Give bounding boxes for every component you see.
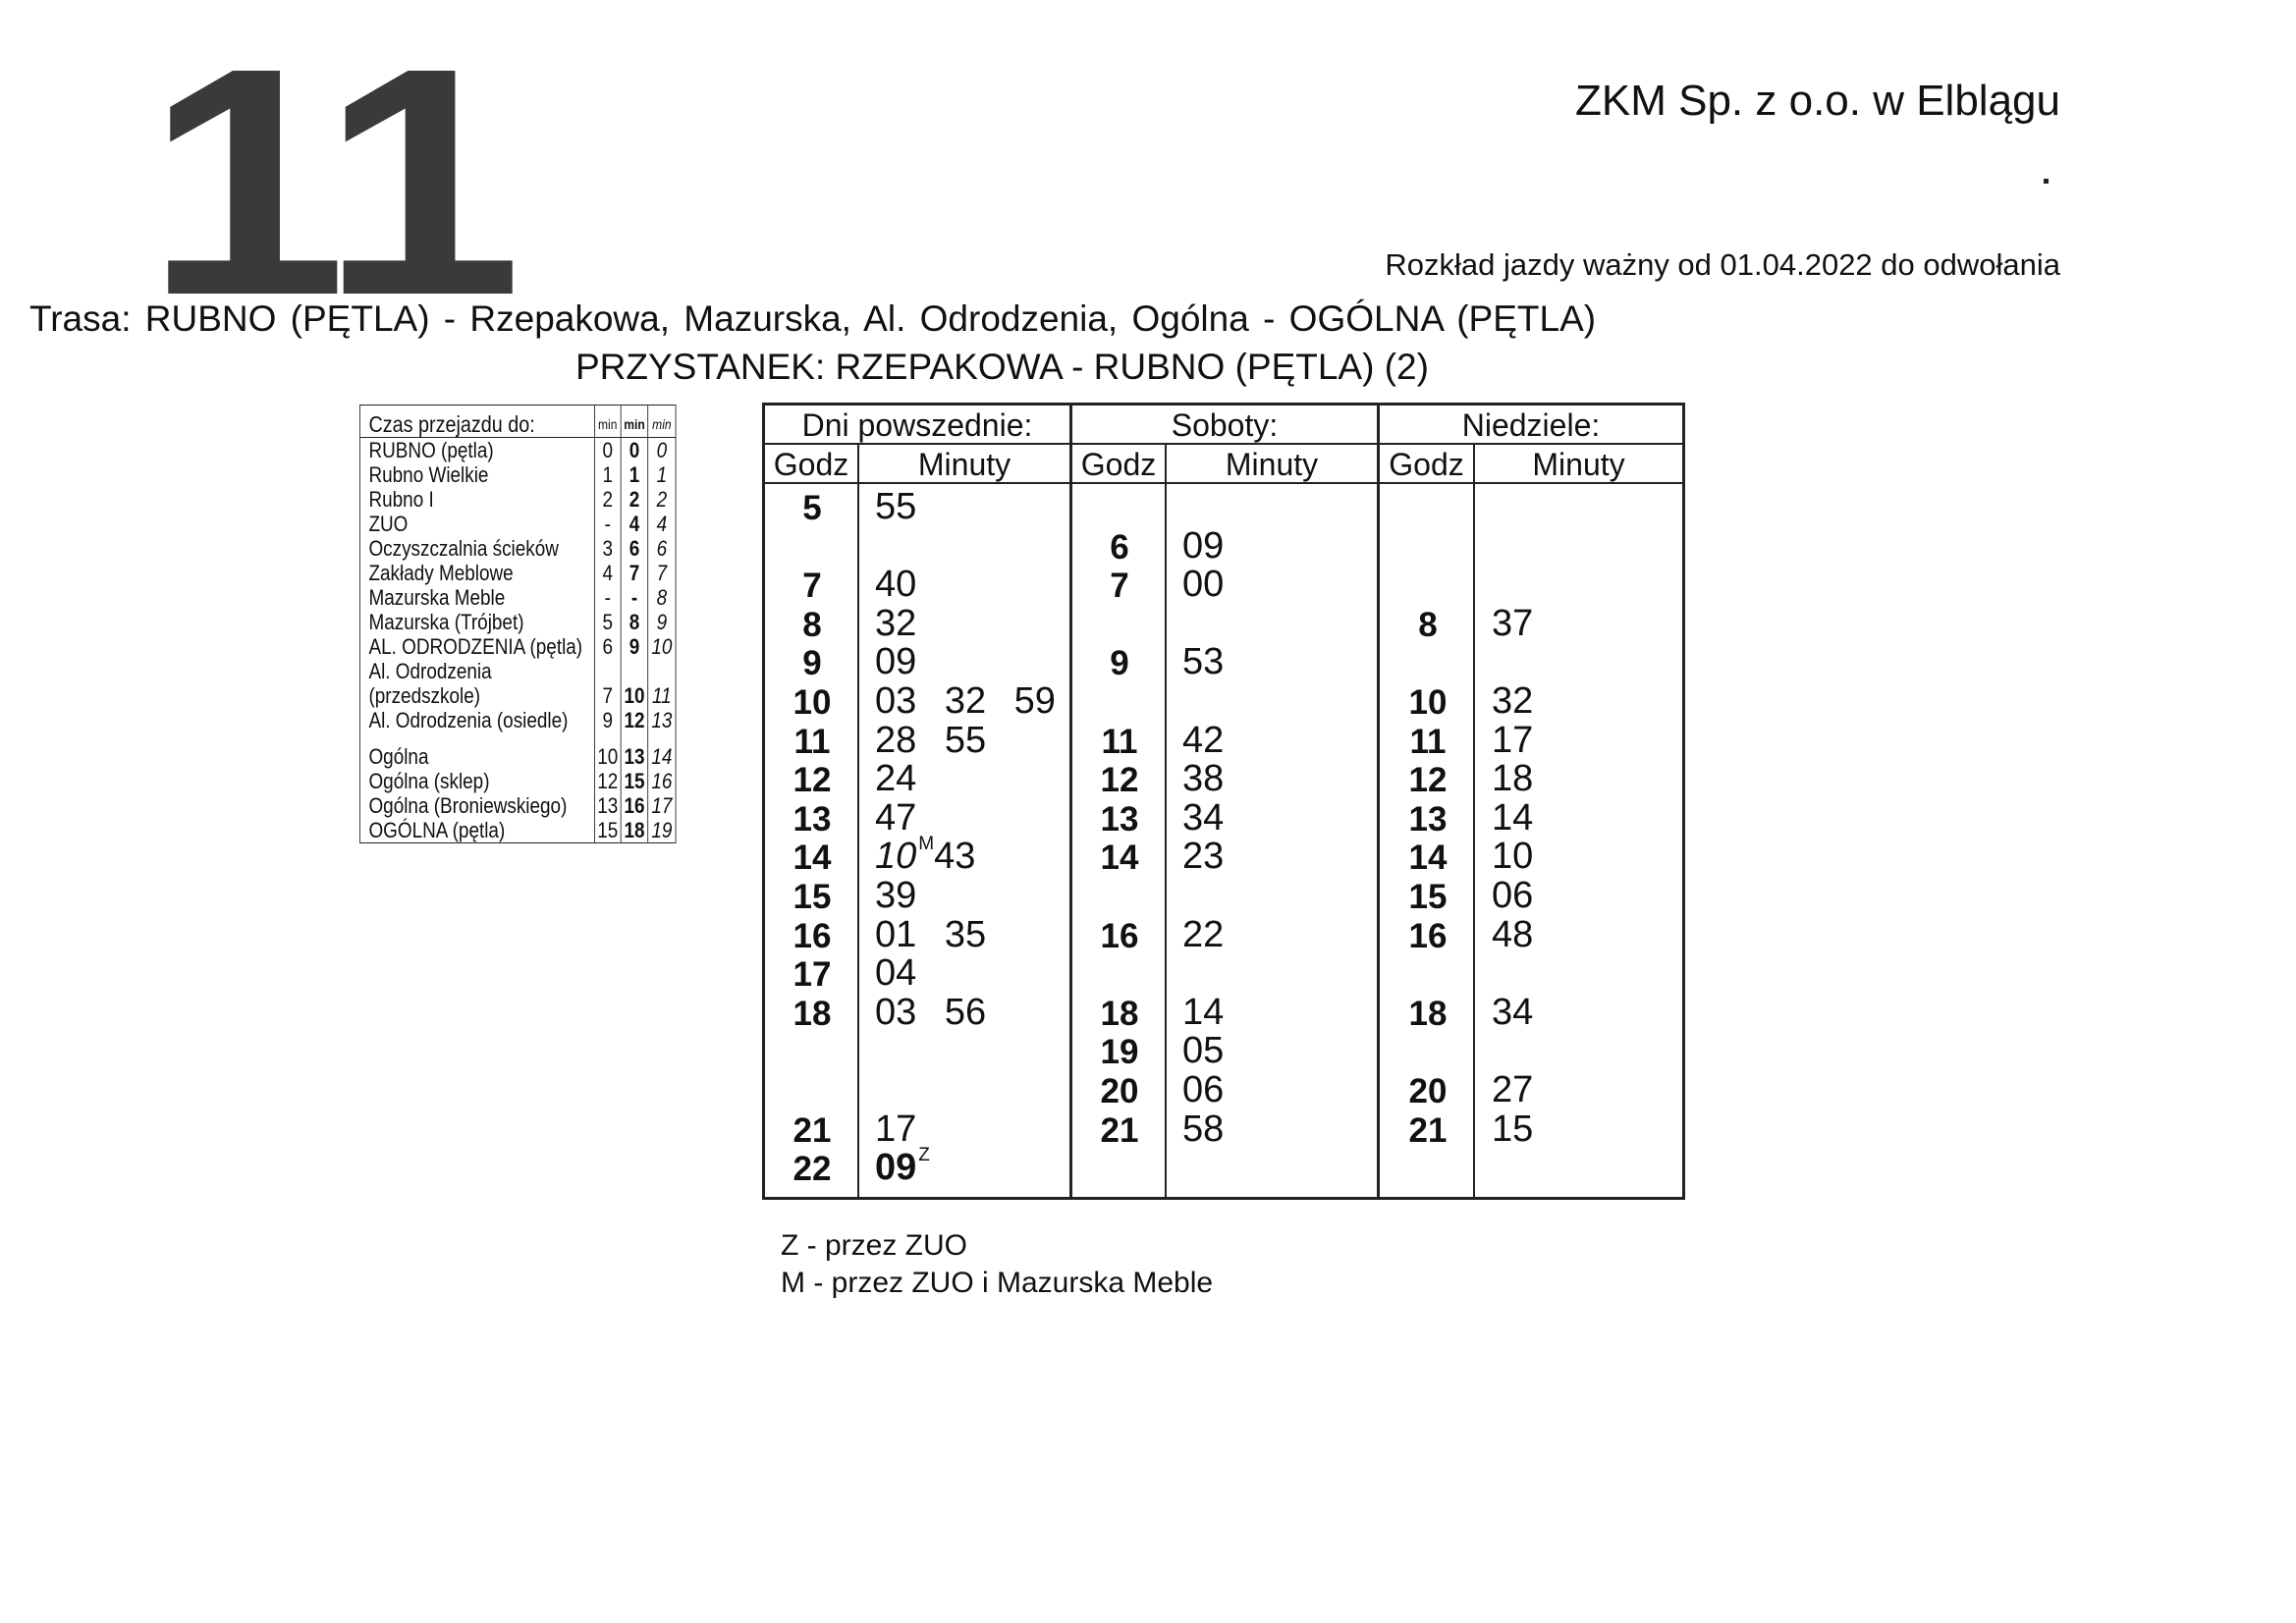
minutes-value: 38 (1182, 758, 1225, 800)
minutes-value: 10 (1492, 836, 1534, 878)
travel-time-row (359, 585, 676, 610)
departure-hour: 16 (793, 916, 832, 955)
time-cell: 4 (594, 561, 621, 585)
minutes-value: 24 (875, 758, 917, 800)
time-cell: 15 (594, 818, 621, 843)
travel-time-title: Czas przejazdu do: (359, 406, 594, 438)
minutes-value: 22 (1182, 913, 1225, 955)
time-cell: 8 (648, 585, 676, 610)
departure-minutes (875, 1109, 916, 1151)
departure-hour: 16 (1408, 916, 1448, 955)
stop-name-cell: Zakłady Meblowe (368, 561, 514, 585)
departure-hour: 15 (793, 878, 832, 916)
time-cell (621, 659, 647, 683)
departure-minutes (1182, 1109, 1224, 1151)
time-cell: 7 (594, 683, 621, 708)
departure-hour: 21 (1100, 1110, 1139, 1150)
minutes-value: 05 (1182, 1030, 1225, 1072)
time-cell: 8 (621, 610, 647, 634)
departure-minutes (1182, 1030, 1224, 1072)
departure-minutes (875, 720, 986, 762)
departure-hour: 16 (1100, 916, 1139, 955)
stop-name-cell: Al. Odrodzenia (368, 659, 492, 683)
time-cell: 6 (594, 634, 621, 659)
footnote-m: M - przez ZUO i Mazurska Meble (781, 1267, 1214, 1299)
departure-minutes (1182, 1069, 1224, 1111)
godz-header: Godz (773, 447, 849, 482)
departure-hour: 14 (1100, 839, 1139, 878)
stop-name-cell: Ogólna (sklep) (368, 769, 490, 793)
min-header: min (594, 406, 621, 438)
minutes-value: 15 (1492, 1108, 1534, 1150)
departure-hour: 8 (1418, 605, 1438, 644)
godz-header: Godz (1389, 447, 1464, 482)
minutes-value: 40 (875, 564, 917, 606)
departure-minutes (1492, 836, 1533, 878)
minuty-header: Minuty (917, 447, 1011, 482)
departure-hour: 19 (1100, 1033, 1139, 1072)
time-cell: - (594, 585, 621, 610)
minutes-value: 42 (1182, 719, 1225, 761)
departure-hour: 13 (793, 799, 832, 839)
section-divider (1377, 406, 1380, 1197)
minutes-value: 01 35 (875, 913, 987, 955)
departure-hour: 14 (1408, 839, 1448, 878)
time-cell: 10 (621, 683, 647, 708)
departure-hour: 11 (1409, 722, 1447, 761)
departure-hour: 13 (1100, 799, 1139, 839)
time-cell: 9 (621, 634, 647, 659)
time-cell: 15 (621, 769, 647, 793)
time-cell: 6 (648, 536, 676, 561)
time-cell: 16 (648, 769, 676, 793)
travel-time-row (359, 610, 676, 634)
time-cell: 2 (648, 487, 676, 512)
minutes-value: 09 (1182, 524, 1225, 567)
travel-time-row (359, 536, 676, 561)
minutes-value: 55 (875, 486, 917, 527)
departure-hour: 21 (1408, 1110, 1448, 1150)
departure-minutes (1492, 720, 1533, 762)
departure-hour: 17 (793, 955, 832, 995)
stop-name-cell: OGÓLNA (pętla) (368, 818, 506, 842)
stop-name-cell: Ogólna (Broniewskiego) (368, 793, 568, 818)
stop-name-cell: Rubno Wielkie (368, 462, 489, 487)
departure-minutes (875, 914, 986, 956)
minuty-header: Minuty (1532, 447, 1625, 482)
departure-minutes (875, 992, 986, 1034)
departure-hour: 20 (1100, 1072, 1139, 1110)
time-cell: 1 (594, 462, 621, 487)
departure-hour: 10 (793, 683, 832, 722)
travel-time-row (359, 659, 676, 683)
minutes-value: 17 (875, 1108, 917, 1150)
departure-hour: 18 (793, 994, 832, 1033)
time-cell: - (594, 512, 621, 536)
stop-name-cell: RUBNO (pętla) (368, 438, 494, 462)
departure-minutes (1492, 914, 1533, 956)
departure-minutes (875, 758, 916, 800)
departure-hour: 14 (793, 839, 832, 878)
departure-hour: 18 (1100, 994, 1139, 1033)
departure-minutes (1182, 992, 1224, 1034)
time-cell: 16 (621, 793, 647, 818)
minutes-value: 27 (1492, 1069, 1534, 1110)
departure-minutes (1182, 720, 1224, 762)
minutes-value: 32 (875, 602, 917, 644)
departure-hour: 18 (1408, 994, 1448, 1033)
departure-minutes (875, 680, 1056, 723)
time-cell (594, 732, 621, 744)
departure-hour: 20 (1408, 1072, 1448, 1110)
minutes-value: 32 (1492, 680, 1534, 722)
minutes-value: 09 (875, 641, 917, 683)
departure-minutes (1492, 875, 1533, 917)
departure-minutes (1492, 992, 1533, 1034)
footnotes (781, 1227, 1213, 1302)
departure-hour: 21 (793, 1110, 832, 1150)
time-cell: 0 (594, 438, 621, 463)
minutes-value: 53 (1182, 641, 1225, 683)
stop-name-cell: Oczyszczalnia ścieków (368, 536, 559, 561)
stop-name-cell: Ogólna (368, 744, 429, 769)
saturdays-title: Soboty: (1171, 407, 1279, 443)
line-number: 11 (145, 0, 517, 362)
departure-hour: 8 (802, 605, 822, 644)
section-divider (1069, 406, 1072, 1197)
departure-minutes (875, 952, 916, 995)
time-cell (621, 732, 647, 744)
time-cell: 0 (648, 438, 676, 463)
stop-name-cell (359, 732, 594, 744)
departure-minutes (1182, 525, 1224, 568)
departure-hour: 6 (1110, 527, 1129, 567)
departure-hour: 11 (793, 722, 831, 761)
time-cell: 4 (621, 512, 647, 536)
time-cell (594, 659, 621, 683)
time-cell: 11 (648, 683, 676, 708)
minutes-value: 34 (1492, 991, 1534, 1033)
minutes-value: 43 (934, 836, 976, 878)
travel-time-row (359, 769, 676, 793)
time-cell: 4 (648, 512, 676, 536)
time-cell: 13 (594, 793, 621, 818)
departure-minutes (1492, 797, 1533, 839)
travel-time-row (359, 487, 676, 512)
time-cell: 14 (648, 744, 676, 769)
departure-minutes (1182, 564, 1224, 606)
company-name: ZKM Sp. z o.o. w Elblągu (1575, 77, 2060, 125)
godz-header: Godz (1080, 447, 1157, 482)
column-divider (1473, 443, 1475, 1197)
departure-hour: 11 (1101, 722, 1138, 761)
minutes-value: 37 (1492, 602, 1534, 644)
weekdays-title: Dni powszednie: (801, 407, 1033, 443)
route-description: Trasa: RUBNO (PĘTLA) - Rzepakowa, Mazurska, Al. Odrodzenia, Ogólna - OGÓLNA (PĘTLA) (29, 298, 1597, 339)
travel-time-row (359, 438, 676, 463)
departure-hour: 12 (1408, 761, 1448, 800)
travel-time-row (359, 561, 676, 585)
stop-name-cell: Al. Odrodzenia (osiedle) (368, 708, 569, 732)
departure-minutes (1182, 914, 1224, 956)
travel-time-row (359, 462, 676, 487)
departure-minutes (1182, 641, 1224, 683)
minutes-value: 18 (1492, 758, 1534, 800)
minutes-value: 14 (1492, 796, 1534, 839)
time-cell: 1 (648, 462, 676, 487)
departure-hour: 7 (1110, 567, 1129, 606)
minutes-value: 28 55 (875, 719, 987, 761)
departure-minutes (1492, 1109, 1533, 1151)
footnote-z: Z - przez ZUO (781, 1229, 968, 1262)
minutes-value: 14 (1182, 991, 1225, 1033)
minutes-value: 03 56 (875, 991, 987, 1033)
departure-minutes (875, 486, 916, 528)
time-cell: 9 (594, 708, 621, 732)
time-cell: 13 (621, 744, 647, 769)
column-divider (857, 443, 859, 1197)
time-cell: 10 (648, 634, 676, 659)
minuty-header: Minuty (1225, 447, 1319, 482)
departure-hour: 12 (793, 761, 832, 800)
time-cell: 19 (648, 818, 676, 843)
time-cell: 9 (648, 610, 676, 634)
time-cell: 12 (621, 708, 647, 732)
time-cell (648, 659, 676, 683)
stop-name-cell: Rubno I (368, 487, 434, 512)
minutes-value: 06 (1492, 875, 1534, 916)
minutes-value: 48 (1492, 913, 1534, 955)
stop-name: PRZYSTANEK: RZEPAKOWA - RUBNO (PĘTLA) (2) (575, 347, 1429, 387)
minutes-value: 09 (875, 1147, 917, 1189)
departure-hour: 7 (802, 567, 822, 606)
stop-name-cell: ZUO (368, 512, 409, 536)
time-cell: 3 (594, 536, 621, 561)
travel-time-row (359, 732, 676, 744)
time-cell: 2 (594, 487, 621, 512)
minutes-value: 06 (1182, 1069, 1225, 1110)
time-cell: 1 (621, 462, 647, 487)
minutes-value: 10 (875, 836, 917, 878)
travel-time-row (359, 793, 676, 818)
departure-hour: 10 (1408, 683, 1448, 722)
min-header: min (621, 406, 647, 438)
travel-time-row (359, 683, 676, 708)
stop-name-cell: AL. ODRODZENIA (pętla) (368, 634, 583, 659)
departure-minutes (875, 797, 916, 839)
travel-time-header (359, 406, 676, 438)
departure-hour: 13 (1408, 799, 1448, 839)
time-cell: 5 (594, 610, 621, 634)
minutes-value: 23 (1182, 836, 1225, 878)
departure-timetable (762, 403, 1685, 1200)
dot-mark (2044, 179, 2049, 184)
travel-time-row (359, 634, 676, 659)
column-divider (1165, 443, 1167, 1197)
departure-hour: 9 (802, 644, 822, 683)
time-cell: 13 (648, 708, 676, 732)
departure-minutes (875, 1147, 930, 1189)
departure-minutes (875, 875, 916, 917)
travel-time-row (359, 744, 676, 769)
minutes-value: 34 (1182, 796, 1225, 839)
departure-minutes (1182, 758, 1224, 800)
minutes-value: 58 (1182, 1108, 1225, 1150)
departure-minutes (1492, 1069, 1533, 1111)
time-cell: 18 (621, 818, 647, 843)
minutes-value: 04 (875, 952, 917, 995)
time-cell: 6 (621, 536, 647, 561)
time-cell (648, 732, 676, 744)
departure-hour: 22 (793, 1150, 832, 1189)
minutes-value: 00 (1182, 564, 1225, 606)
minutes-value: 03 32 59 (875, 680, 1056, 722)
time-cell: 17 (648, 793, 676, 818)
departure-minutes (1182, 836, 1224, 878)
departure-minutes (1492, 758, 1533, 800)
time-cell: - (621, 585, 647, 610)
time-cell: 10 (594, 744, 621, 769)
time-cell: 12 (594, 769, 621, 793)
minutes-value: 47 (875, 796, 917, 839)
time-cell: 7 (621, 561, 647, 585)
time-cell: 2 (621, 487, 647, 512)
departure-minutes (1492, 680, 1533, 723)
travel-time-row (359, 708, 676, 732)
departure-minutes (1492, 603, 1533, 645)
footnote-marker: Z (918, 1145, 930, 1166)
minutes-value: 39 (875, 875, 917, 916)
travel-time-row (359, 512, 676, 536)
departure-hour: 5 (802, 489, 822, 527)
departure-minutes (875, 603, 916, 645)
stop-name-cell: (przedszkole) (368, 683, 481, 708)
time-cell: 7 (648, 561, 676, 585)
sundays-title: Niedziele: (1461, 407, 1601, 443)
validity-text: Rozkład jazdy ważny od 01.04.2022 do odwołania (1385, 247, 2060, 282)
departure-hour: 15 (1408, 878, 1448, 916)
departure-minutes (875, 641, 916, 683)
departure-hour: 9 (1110, 644, 1129, 683)
stop-name-cell: Mazurska (Trójbet) (368, 610, 524, 634)
min-header: min (648, 406, 676, 438)
time-cell: 0 (621, 438, 647, 463)
footnote-marker: M (918, 834, 935, 855)
departure-minutes (875, 836, 975, 878)
stop-name-cell: Mazurska Meble (368, 585, 506, 610)
departure-minutes (1182, 797, 1224, 839)
travel-time-table (359, 405, 677, 843)
departure-minutes (875, 564, 916, 606)
departure-hour: 12 (1100, 761, 1139, 800)
minutes-value: 17 (1492, 719, 1534, 761)
travel-time-row (359, 818, 676, 843)
